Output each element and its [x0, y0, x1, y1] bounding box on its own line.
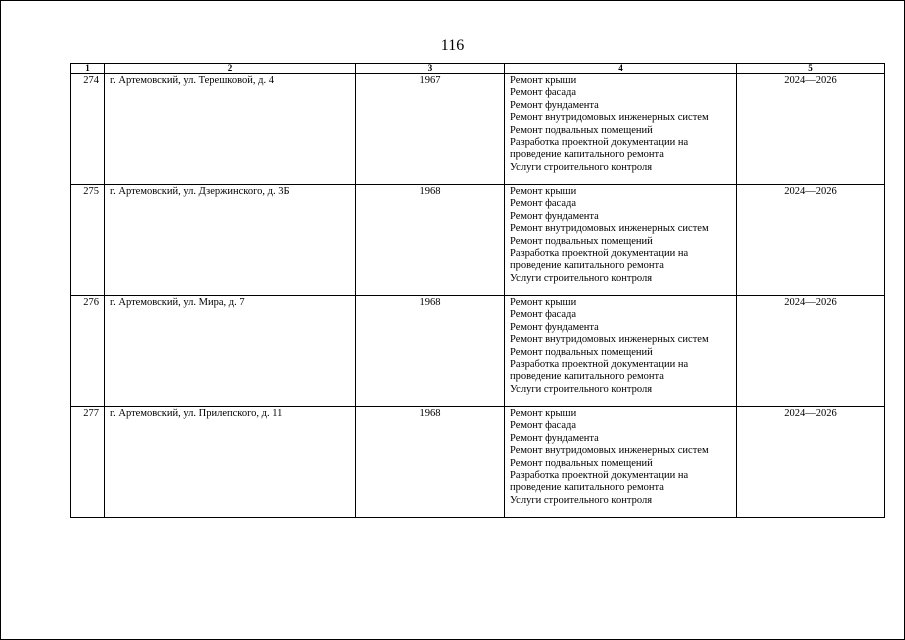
work-item: Ремонт внутридомовых инженерных систем	[510, 445, 709, 457]
row-term: 2024—2026	[737, 185, 885, 296]
row-number: 276	[71, 296, 105, 407]
work-item: Ремонт подвальных помещений	[510, 235, 653, 247]
column-header-4: 4	[505, 64, 737, 74]
column-header-1: 1	[71, 64, 105, 74]
work-item: Ремонт фундамента	[510, 210, 599, 222]
work-item: проведение капитального ремонта	[510, 260, 664, 272]
row-term: 2024—2026	[737, 74, 885, 185]
work-item: Ремонт внутридомовых инженерных систем	[510, 223, 709, 235]
work-item: Разработка проектной документации на	[510, 137, 689, 149]
row-year: 1967	[356, 74, 505, 185]
work-item: Ремонт подвальных помещений	[510, 124, 653, 136]
work-item: Ремонт фундамента	[510, 99, 599, 111]
registry-table	[70, 63, 885, 518]
work-item: проведение капитального ремонта	[510, 149, 664, 161]
work-item: Услуги строительного контроля	[510, 383, 653, 395]
work-item: Разработка проектной документации на	[510, 248, 689, 260]
row-works	[505, 296, 737, 407]
table-row	[71, 74, 885, 185]
work-item: проведение капитального ремонта	[510, 371, 664, 383]
work-item: Ремонт фасада	[510, 87, 577, 99]
row-year: 1968	[356, 185, 505, 296]
work-item: Услуги строительного контроля	[510, 272, 653, 284]
work-item: Ремонт фасада	[510, 309, 577, 321]
work-item: Услуги строительного контроля	[510, 161, 653, 173]
work-item: Разработка проектной документации на	[510, 470, 689, 482]
table-row	[71, 407, 885, 518]
row-works	[505, 74, 737, 185]
row-address: г. Артемовский, ул. Дзержинского, д. 3Б	[105, 185, 356, 296]
work-item: Ремонт крыши	[510, 408, 577, 419]
work-item: Разработка проектной документации на	[510, 359, 689, 371]
row-year: 1968	[356, 407, 505, 518]
work-item: Ремонт фасада	[510, 420, 577, 432]
work-item: Ремонт крыши	[510, 297, 577, 308]
column-header-3: 3	[356, 64, 505, 74]
row-year: 1968	[356, 296, 505, 407]
table-header-row	[71, 64, 885, 74]
page-number: 116	[440, 37, 465, 54]
row-term: 2024—2026	[737, 296, 885, 407]
work-item: Ремонт фундамента	[510, 432, 599, 444]
work-item: Ремонт крыши	[510, 75, 577, 86]
row-address: г. Артемовский, ул. Прилепского, д. 11	[105, 407, 356, 518]
work-item: проведение капитального ремонта	[510, 482, 664, 494]
work-item: Ремонт внутридомовых инженерных систем	[510, 334, 709, 346]
work-item: Ремонт крыши	[510, 186, 577, 197]
row-number: 275	[71, 185, 105, 296]
table-row	[71, 185, 885, 296]
row-address: г. Артемовский, ул. Терешковой, д. 4	[105, 74, 356, 185]
column-header-5: 5	[737, 64, 885, 74]
row-number: 277	[71, 407, 105, 518]
work-item: Ремонт внутридомовых инженерных систем	[510, 112, 709, 124]
work-item: Ремонт подвальных помещений	[510, 457, 653, 469]
work-item: Услуги строительного контроля	[510, 494, 653, 506]
work-item: Ремонт фундамента	[510, 321, 599, 333]
work-item: Ремонт фасада	[510, 198, 577, 210]
work-item: Ремонт подвальных помещений	[510, 346, 653, 358]
row-works	[505, 185, 737, 296]
row-address: г. Артемовский, ул. Мира, д. 7	[105, 296, 356, 407]
row-number: 274	[71, 74, 105, 185]
table-row	[71, 296, 885, 407]
row-works	[505, 407, 737, 518]
row-term: 2024—2026	[737, 407, 885, 518]
column-header-2: 2	[105, 64, 356, 74]
